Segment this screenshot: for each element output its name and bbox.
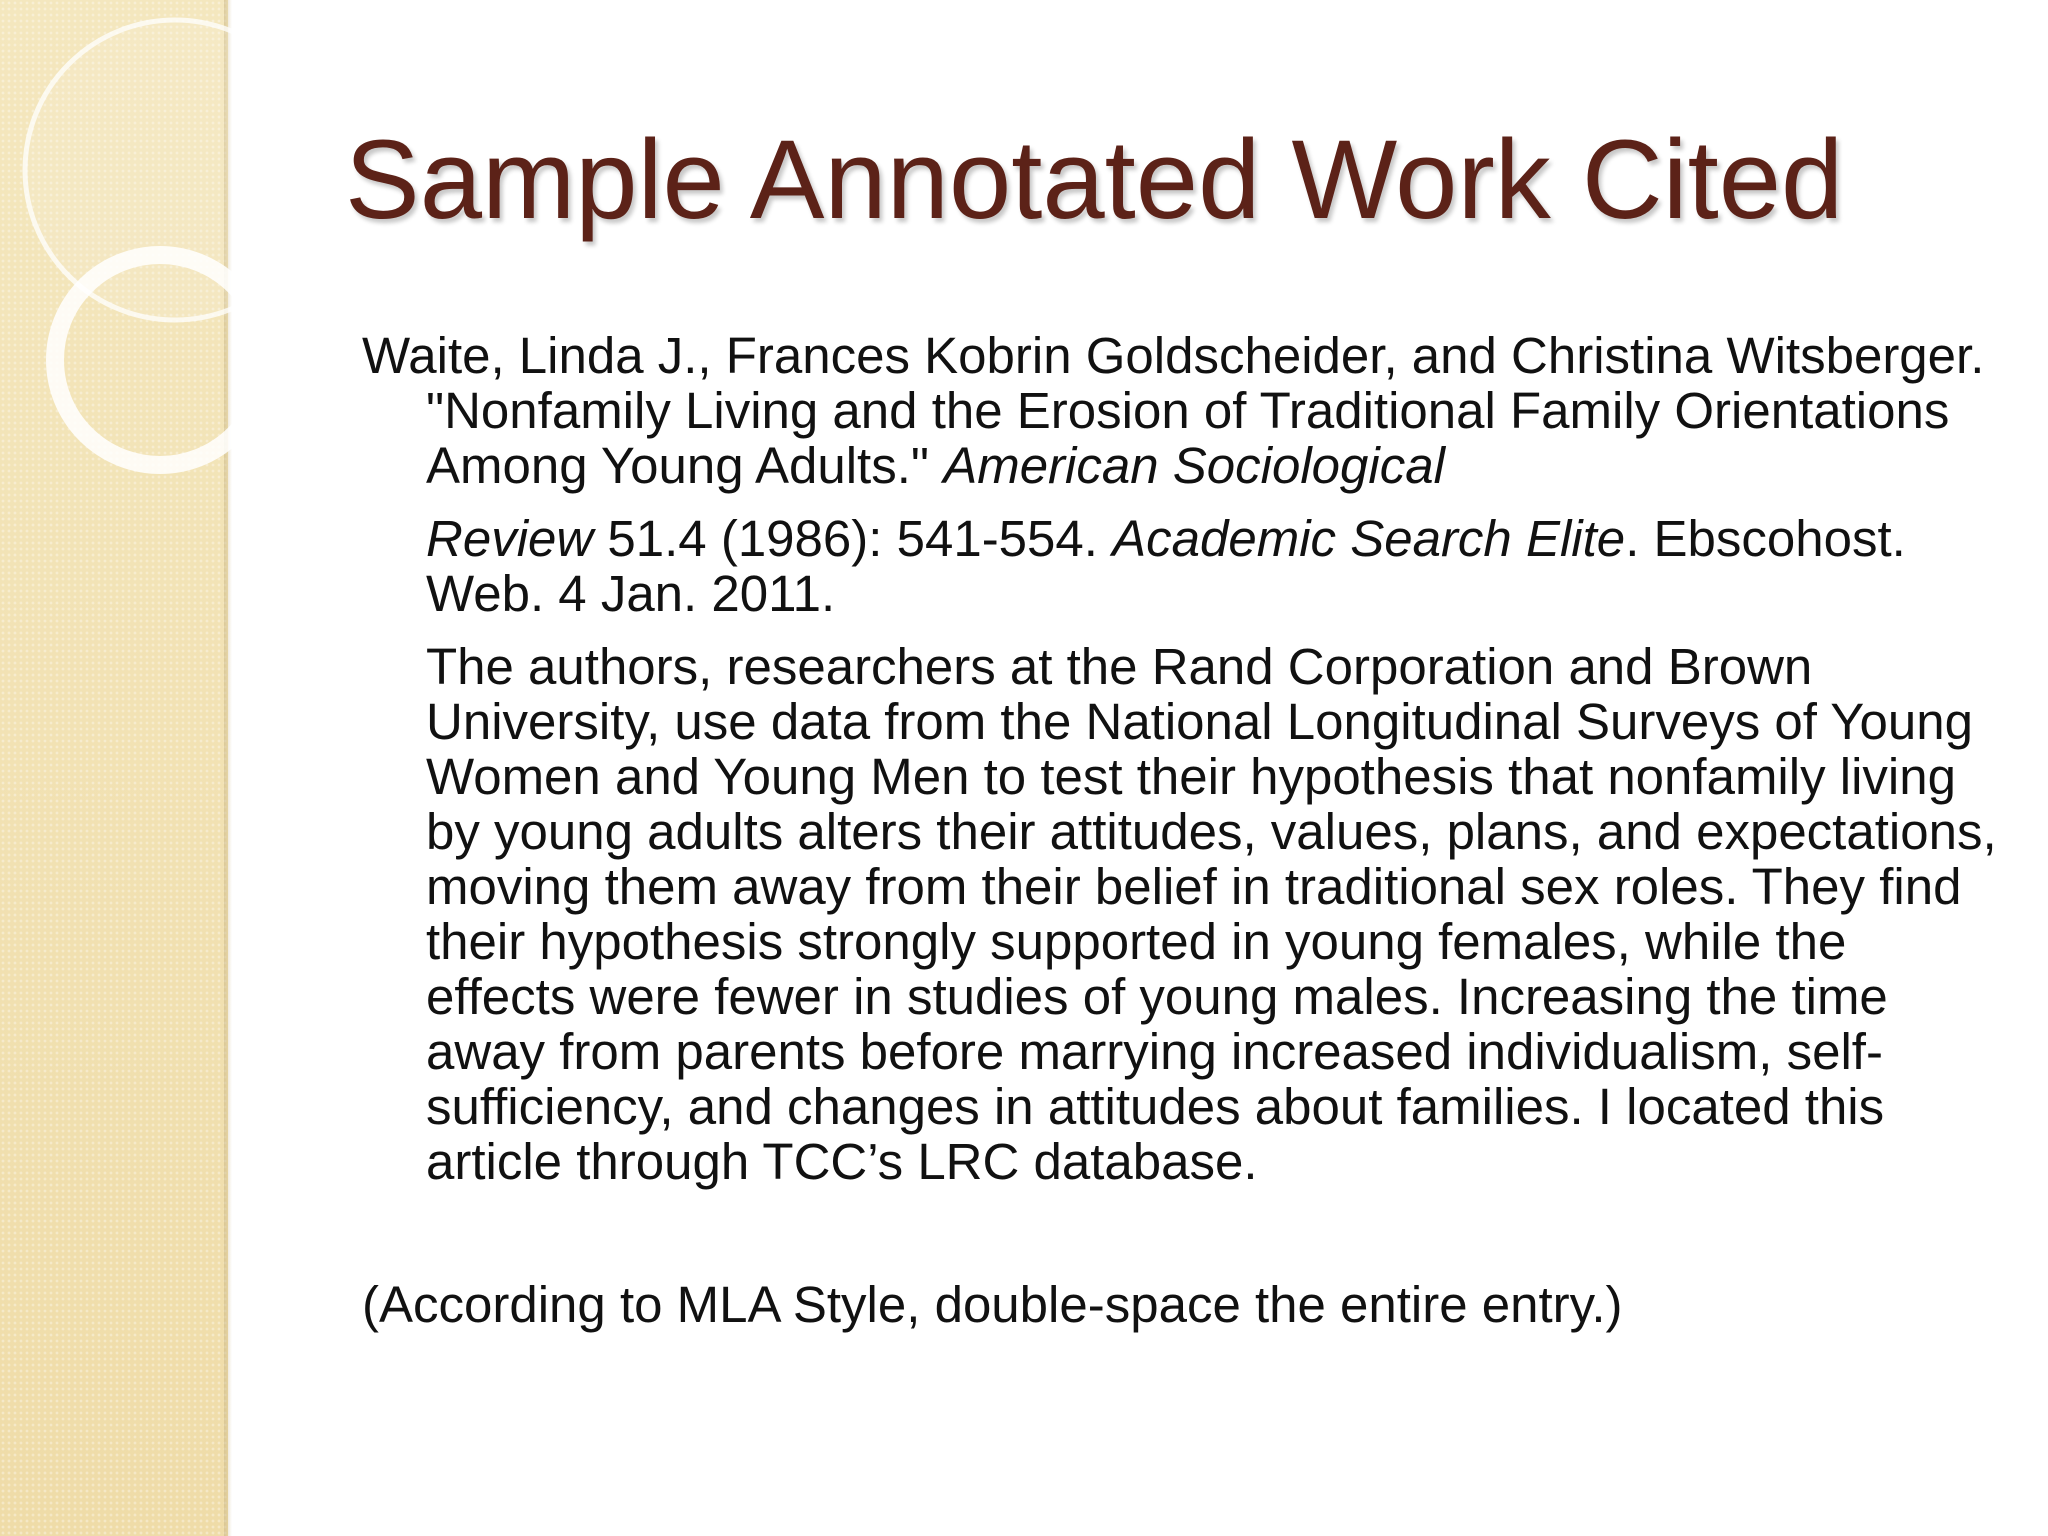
decorative-circles [0, 0, 240, 520]
slide-body [362, 328, 2002, 1332]
citation-article-title: "Nonfamily Living and the Erosion of Traditional Family Orientations Among Young Adults." [426, 382, 1950, 494]
citation-journal-title: American Sociological [943, 437, 1445, 494]
citation-journal-title-continued: Review [426, 510, 594, 567]
annotation-paragraph: The authors, researchers at the Rand Corporation and Brown University, use data from the National Longitudinal Surveys of Young Women and Young Men to test their hypothesis that nonfamily living by young adults alters their attitudes, values, plans, and expectations, moving them away from their belief in traditional sex roles. They find their hypothesis strongly supported in young females, while the effects were fewer in studies of young males. Increasing the time away from parents before marrying increased individualism, self-sufficiency, and changes in attitudes about families. I located this article through TCC’s LRC database. [426, 638, 1997, 1190]
citation-volume-pages: 51.4 (1986): 541-554. [607, 510, 1098, 567]
mla-style-note: (According to MLA Style, double-space the entire entry.) [362, 1276, 1623, 1333]
slide-title: Sample Annotated Work Cited [345, 117, 1844, 242]
citation-database-period: . [1625, 510, 1640, 567]
citation-publication-details [362, 511, 2002, 621]
citation-access-info: Ebscohost. Web. 4 Jan. 2011. [426, 510, 1906, 622]
citation-database: Academic Search Elite [1112, 510, 1626, 567]
citation-entry [362, 328, 2002, 493]
citation-authors: Waite, Linda J., Frances Kobrin Goldscheider, and Christina Witsberger. [362, 327, 1985, 384]
